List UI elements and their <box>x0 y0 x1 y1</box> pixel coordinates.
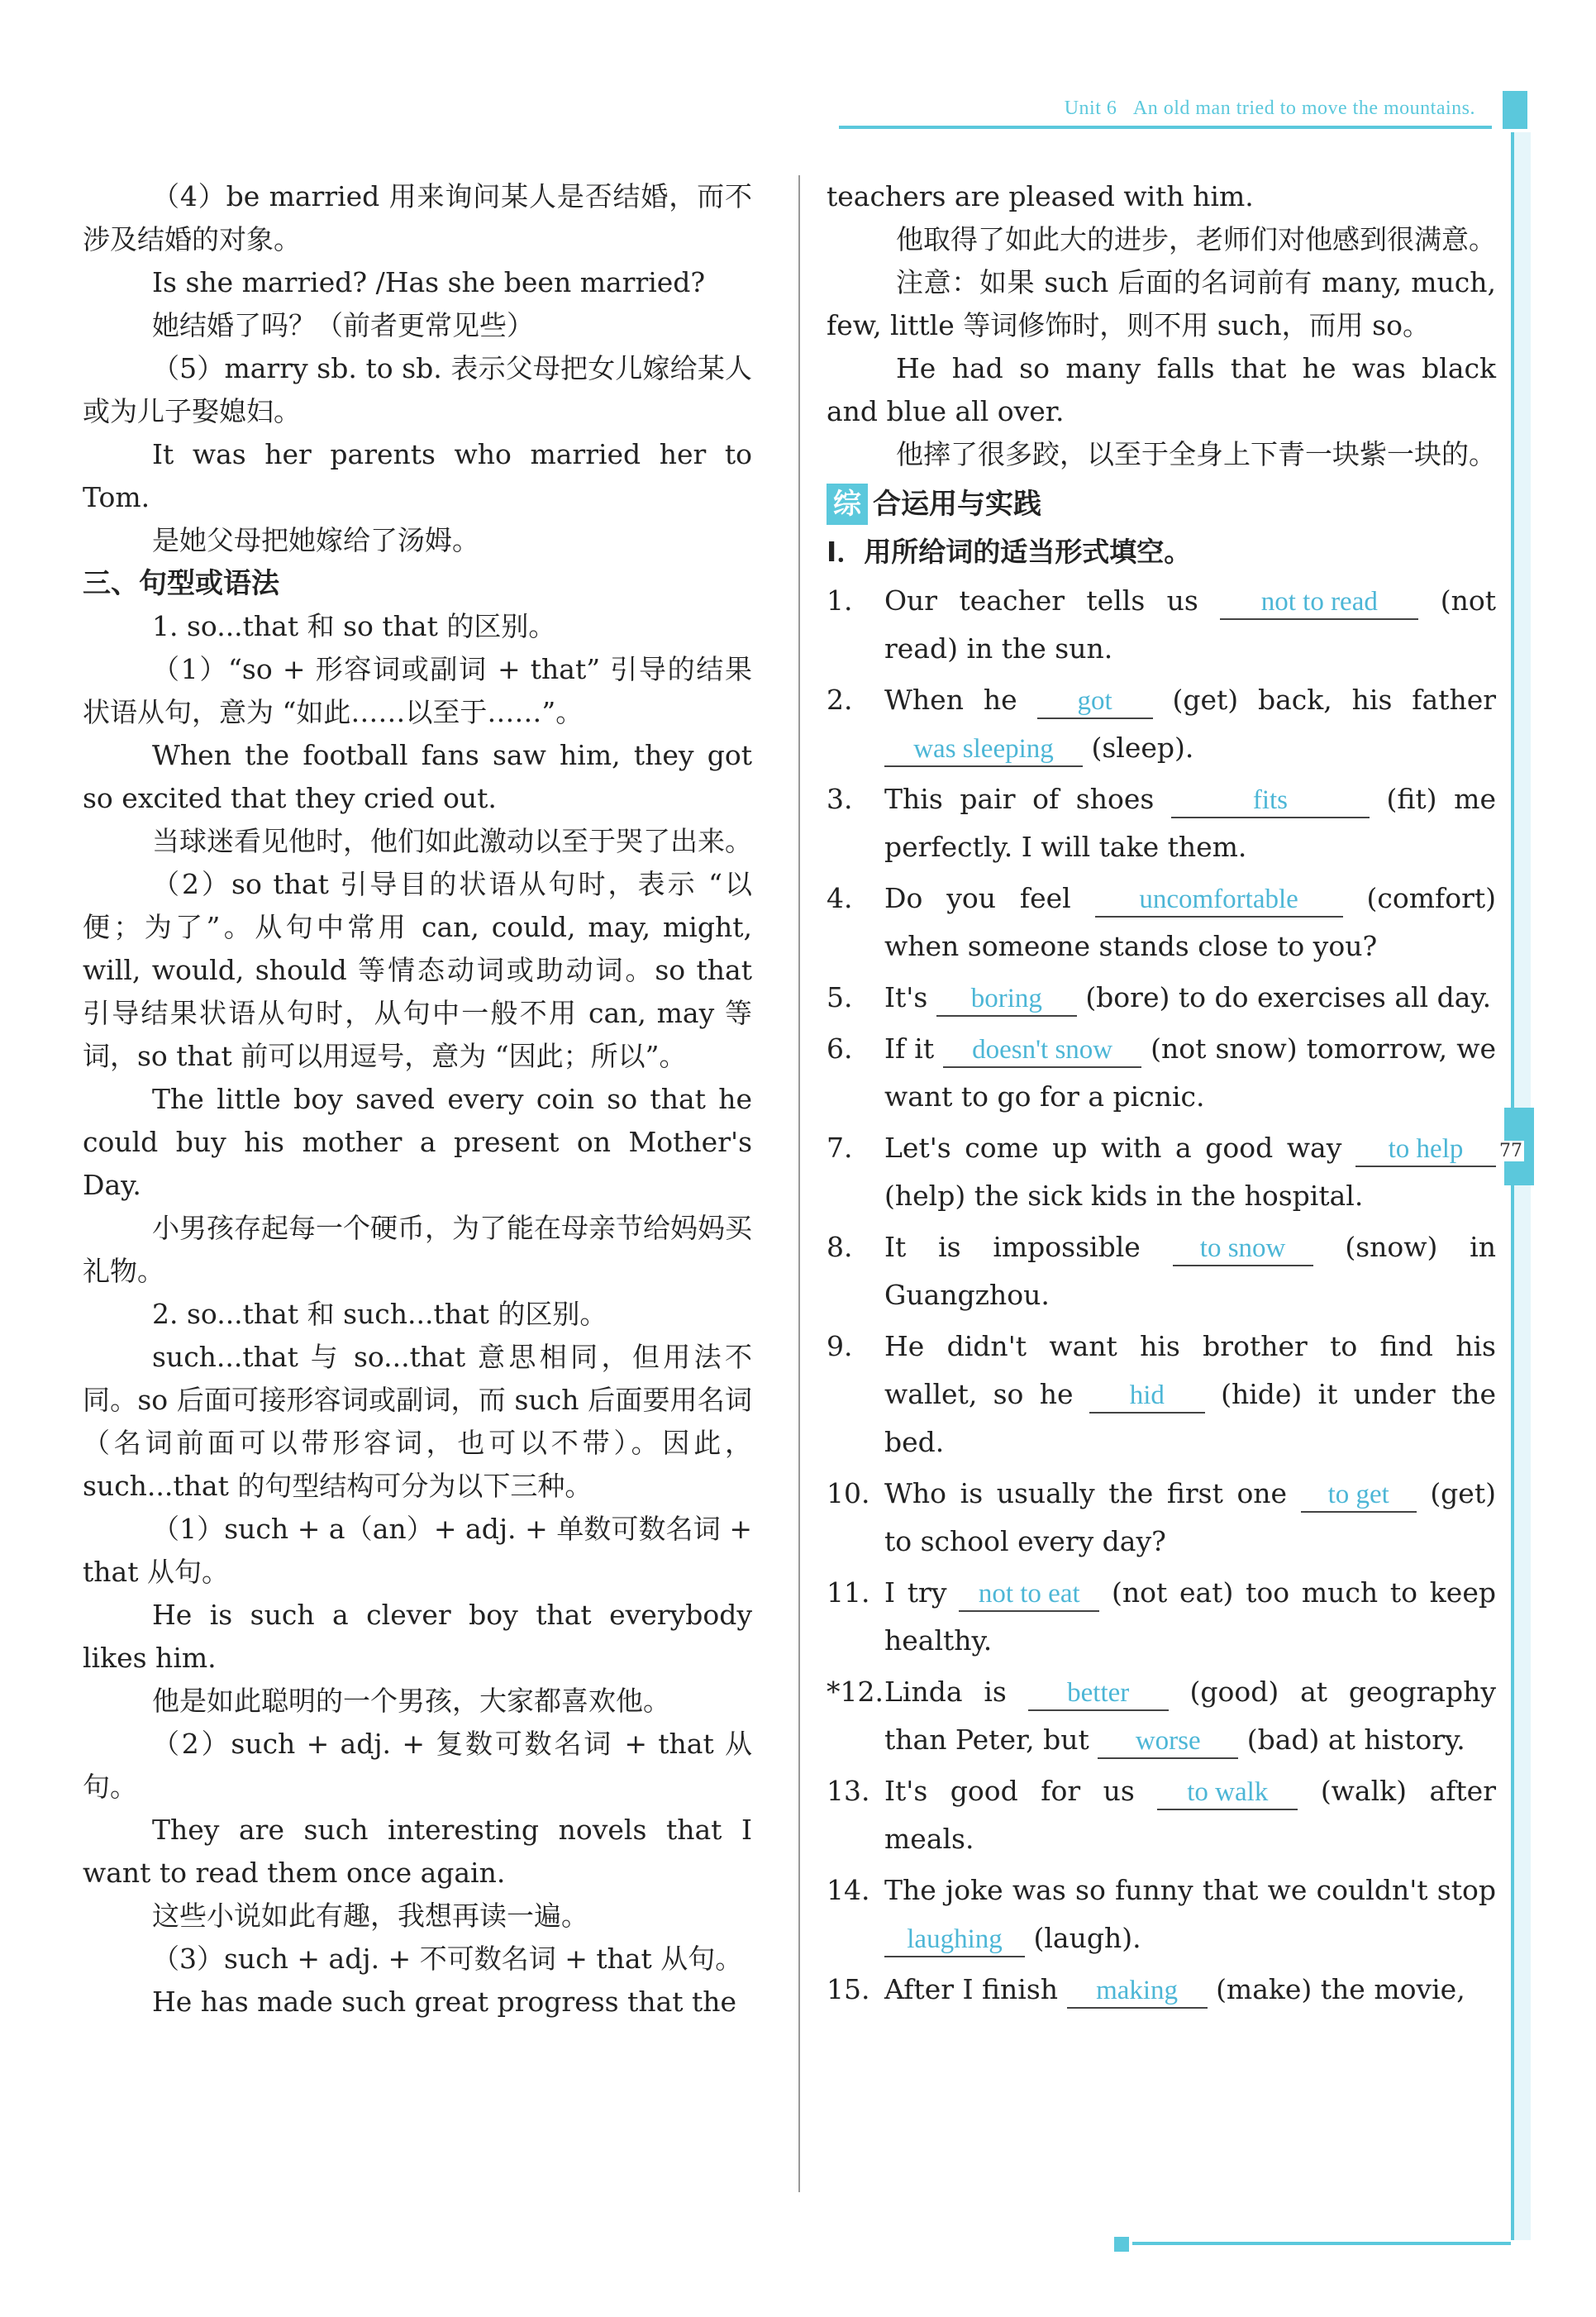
answer-blank: making <box>1067 1974 1208 2009</box>
example-zh: 当球迷看见他时，他们如此激动以至于哭了出来。 <box>152 825 752 857</box>
section-heading: 三、句型或语法 <box>83 567 279 600</box>
question-item <box>827 1966 1496 2014</box>
paragraph: （2）such + adj. + 复数可数名词 + that 从句。 <box>83 1728 752 1803</box>
example-en: The little boy saved every coin so that he could buy his mother a present on Mother's Day. <box>83 1083 752 1201</box>
header-unit: Unit 6 <box>1064 98 1117 119</box>
side-border-decoration <box>1511 132 1531 2240</box>
example-en: He had so many falls that he was black and blue all over. <box>827 352 1496 427</box>
question-text: Do you feel <box>884 882 1071 914</box>
answer-blank: not to read <box>1220 585 1418 620</box>
question-number: 3. <box>827 783 853 815</box>
example-en: They are such interesting novels that I want to read them once again. <box>83 1814 752 1889</box>
question-number: 7. <box>827 1132 853 1164</box>
question-text: This pair of shoes <box>884 783 1155 815</box>
question-text: Let's come up with a good way <box>884 1132 1342 1164</box>
question-text: (sleep). <box>1091 732 1194 764</box>
example-en: When the football fans saw him, they got so excited that they cried out. <box>83 739 752 814</box>
answer-blank: doesn't snow <box>943 1033 1141 1068</box>
question-number: 11. <box>827 1576 870 1609</box>
question-text: (get) to school every day? <box>884 1477 1496 1557</box>
question-item <box>827 1866 1496 1962</box>
answer-blank: fits <box>1171 784 1370 818</box>
exercise-instruction: Ⅰ．用所给词的适当形式填空。 <box>827 536 1192 568</box>
example-en: teachers are pleased with him. <box>827 180 1254 212</box>
paragraph: （4）be married 用来询问某人是否结婚，而不涉及结婚的对象。 <box>83 180 752 255</box>
question-number: 4. <box>827 882 853 914</box>
example-zh: 是她父母把她嫁给了汤姆。 <box>152 524 479 556</box>
question-text: It's good for us <box>884 1775 1135 1807</box>
section-badge: 综 <box>827 484 868 525</box>
question-number: 9. <box>827 1330 853 1362</box>
header-title: An old man tried to move the mountains. <box>1132 98 1475 119</box>
answer-blank: to walk <box>1157 1776 1298 1810</box>
running-header <box>839 98 1492 127</box>
example-zh: 他摔了很多跤，以至于全身上下青一块紫一块的。 <box>896 438 1496 470</box>
example-en: It was her parents who married her to Tom. <box>83 438 752 513</box>
question-number: 6. <box>827 1032 853 1065</box>
question-number: 1. <box>827 584 853 617</box>
answer-blank: better <box>1028 1676 1169 1711</box>
example-zh: 他是如此聪明的一个男孩，大家都喜欢他。 <box>152 1685 670 1717</box>
question-text: It's <box>884 981 928 1013</box>
question-text: The joke was so funny that we couldn't stop <box>884 1874 1496 1906</box>
question-text: (comfort) when someone stands close to you? <box>884 882 1496 962</box>
header-rule <box>839 126 1492 129</box>
question-number: 2. <box>827 684 853 716</box>
question-number: 15. <box>827 1973 870 2005</box>
column-divider <box>798 175 800 2192</box>
question-item <box>827 1470 1496 1566</box>
question-number: 5. <box>827 981 853 1013</box>
paragraph: 2. so...that 和 such...that 的区别。 <box>152 1298 607 1330</box>
section-title: 合运用与实践 <box>873 488 1041 521</box>
question-number: *12. <box>827 1676 884 1708</box>
question-text: (good) at geography than Peter, but <box>884 1676 1497 1756</box>
example-zh: 他取得了如此大的进步，老师们对他感到很满意。 <box>896 223 1496 255</box>
question-number: 13. <box>827 1775 870 1807</box>
question-number: 10. <box>827 1477 870 1509</box>
question-text: (make) the movie, <box>1216 1973 1465 2005</box>
question-text: After I finish <box>884 1973 1059 2005</box>
question-item <box>827 1668 1496 1764</box>
question-text: (bore) to do exercises all day. <box>1085 981 1492 1013</box>
question-item <box>827 1323 1496 1466</box>
question-item <box>827 875 1496 970</box>
question-text: (hide) it under the bed. <box>884 1378 1496 1458</box>
answer-blank: to get <box>1301 1478 1417 1513</box>
answer-blank: to snow <box>1173 1232 1313 1266</box>
question-text: (fit) me perfectly. I will take them. <box>884 783 1496 863</box>
question-text: Linda is <box>884 1676 1007 1708</box>
question-text: (bad) at history. <box>1246 1723 1465 1756</box>
answer-blank: hid <box>1089 1379 1205 1414</box>
question-item <box>827 1025 1496 1121</box>
answer-blank: got <box>1037 684 1153 719</box>
question-text: He didn't want his brother to find his wallet, so he <box>884 1330 1496 1410</box>
question-text: When he <box>884 684 1017 716</box>
question-text: (not eat) too much to keep healthy. <box>884 1576 1496 1657</box>
question-text: (help) the sick kids in the hospital. <box>884 1180 1364 1212</box>
example-en: Is she married? /Has she been married? <box>152 266 706 298</box>
question-item <box>827 1124 1496 1220</box>
paragraph: （3）such + adj. + 不可数名词 + that 从句。 <box>152 1943 743 1975</box>
practice-section-heading <box>827 483 1496 526</box>
example-zh: 小男孩存起每一个硬币，为了能在母亲节给妈妈买礼物。 <box>83 1212 752 1287</box>
question-text: (walk) after meals. <box>884 1775 1496 1855</box>
example-zh: 这些小说如此有趣，我想再读一遍。 <box>152 1900 588 1932</box>
question-text: If it <box>884 1032 935 1065</box>
paragraph: （2）so that 引导目的状语从句时，表示 “以便；为了”。从句中常用 can, could, may, might, will, would, should 等情态动词或助动词。so that 引导结果状语从句时，从句中一般不用 can, may 等词，so that 前可以用逗号，意为 “因此；所以”。 <box>83 868 752 1072</box>
answer-blank: laughing <box>884 1923 1025 1957</box>
page-number: 77 <box>1499 1141 1522 1161</box>
question-text: (not read) in the sun. <box>884 584 1496 665</box>
question-text: It is impossible <box>884 1231 1141 1263</box>
answer-blank: not to eat <box>959 1577 1099 1612</box>
question-item <box>827 1223 1496 1319</box>
left-column <box>83 175 752 2024</box>
paragraph: （5）marry sb. to sb. 表示父母把女儿嫁给某人或为儿子娶媳妇。 <box>83 352 752 427</box>
question-item <box>827 974 1496 1022</box>
example-zh: 她结婚了吗？（前者更常见些） <box>152 309 534 341</box>
answer-blank: to help <box>1355 1132 1496 1167</box>
header-text <box>1065 98 1475 120</box>
question-number: 14. <box>827 1874 870 1906</box>
answer-blank: uncomfortable <box>1095 883 1343 918</box>
paragraph: 1. so...that 和 so that 的区别。 <box>152 610 556 642</box>
question-text: (laugh). <box>1033 1922 1141 1954</box>
paragraph: （1）“so + 形容词或副词 + that” 引导的结果状语从句，意为 “如此……以至于……”。 <box>83 653 752 728</box>
question-item <box>827 1767 1496 1863</box>
question-item <box>827 577 1496 673</box>
question-text: Our teacher tells us <box>884 584 1198 617</box>
bottom-marker <box>1114 2237 1129 2252</box>
bottom-rule <box>1132 2242 1511 2245</box>
question-item <box>827 1569 1496 1665</box>
question-text: (not snow) tomorrow, we want to go for a picnic. <box>884 1032 1496 1113</box>
question-text: (get) back, his father <box>1172 684 1497 716</box>
question-text: (snow) in Guangzhou. <box>884 1231 1496 1311</box>
example-en: He has made such great progress that the <box>152 1986 737 2018</box>
header-tab-decoration <box>1503 91 1527 129</box>
answer-blank: boring <box>936 982 1077 1017</box>
paragraph: （1）such + a（an）+ adj. + 单数可数名词 + that 从句。 <box>83 1513 752 1588</box>
example-en: He is such a clever boy that everybody likes him. <box>83 1599 752 1674</box>
question-number: 8. <box>827 1231 853 1263</box>
question-text: Who is usually the first one <box>884 1477 1288 1509</box>
question-text: I try <box>884 1576 947 1609</box>
answer-blank: worse <box>1098 1724 1238 1759</box>
question-item <box>827 775 1496 871</box>
answer-blank: was sleeping <box>884 732 1083 767</box>
paragraph: such...that 与 so...that 意思相同，但用法不同。so 后面可接形容词或副词，而 such 后面要用名词（名词前面可以带形容词，也可以不带）。因此，such...that 的句型结构可分为以下三种。 <box>83 1341 752 1502</box>
note: 注意：如果 such 后面的名词前有 many, much, few, little 等词修饰时，则不用 such，而用 so。 <box>827 266 1496 341</box>
right-column <box>827 175 1496 2017</box>
question-item <box>827 676 1496 772</box>
